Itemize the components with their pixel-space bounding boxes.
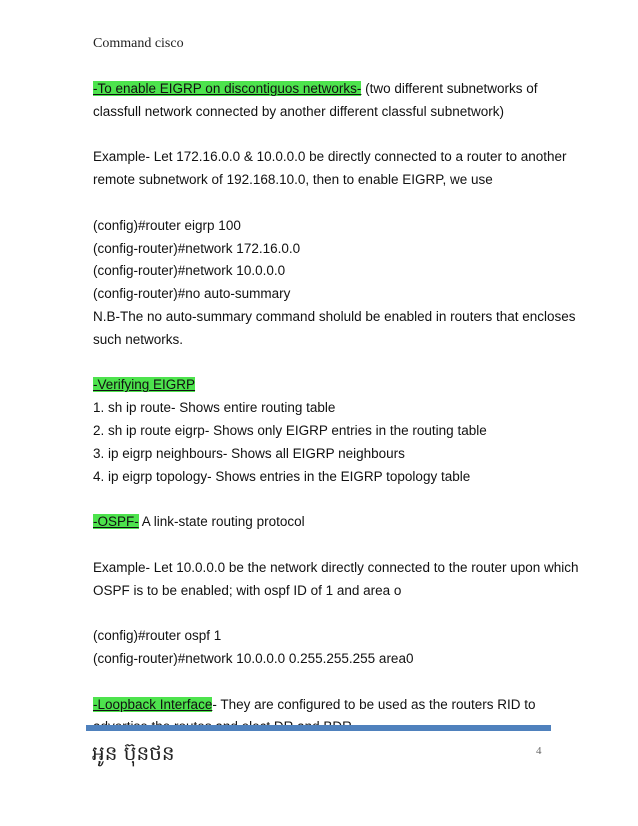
list-item: 4. ip eigrp topology- Shows entries in the EIGRP topology table [93, 468, 471, 484]
list-item: 1. sh ip route- Shows entire routing table [93, 400, 336, 416]
note-line: N.B-The no auto-summary command sholuld be enabled in routers that encloses [93, 308, 576, 324]
section-ospf [93, 511, 563, 534]
section-heading: -OSPF- [93, 514, 139, 530]
example-line: Example- Let 172.16.0.0 & 10.0.0.0 be directly connected to a router to another [93, 149, 567, 165]
example-line: OSPF is to be enabled; with ospf ID of 1 and area o [93, 582, 402, 598]
example-line: Example- Let 10.0.0.0 be the network directly connected to the router upon which [93, 559, 579, 575]
section-heading: -Loopback Interface [93, 696, 213, 712]
section-loopback-interface [93, 694, 563, 717]
list-item: 3. ip eigrp neighbours- Shows all EIGRP neighbours [93, 445, 405, 461]
section-text: A link-state routing protocol [138, 514, 305, 530]
list-item: 2. sh ip route eigrp- Shows only EIGRP entries in the routing table [93, 422, 487, 438]
section-heading: -Verifying EIGRP [93, 377, 196, 393]
command-line: (config)#router eigrp 100 [93, 217, 241, 233]
example-line: remote subnetwork of 192.168.10.0, then to enable EIGRP, we use [93, 172, 493, 188]
command-line: (config-router)#network 172.16.0.0 [93, 240, 301, 256]
command-line: (config-router)#no auto-summary [93, 286, 291, 302]
footer-author: អូន ប៊ុនថន [92, 741, 175, 765]
document-body [93, 78, 579, 739]
section-text: - They are configured to be used as the routers RID to [212, 696, 536, 712]
command-line: (config-router)#network 10.0.0.0 0.255.255.255 area0 [93, 650, 414, 666]
page-number: 4 [536, 745, 542, 757]
section-verifying-eigrp [93, 374, 563, 397]
note-line: such networks. [93, 331, 184, 347]
footer-divider [86, 725, 551, 731]
command-line: (config)#router ospf 1 [93, 628, 222, 644]
command-line: (config-router)#network 10.0.0.0 [93, 263, 286, 279]
section-eigrp-discontiguous [93, 78, 563, 101]
paragraph-line: classfull network connected by another different classful subnetwork) [93, 103, 504, 119]
section-heading: -To enable EIGRP on discontiguos networks- [93, 81, 362, 96]
section-text: (two different subnetworks of [361, 81, 538, 96]
page-header: Command cisco [93, 36, 184, 51]
